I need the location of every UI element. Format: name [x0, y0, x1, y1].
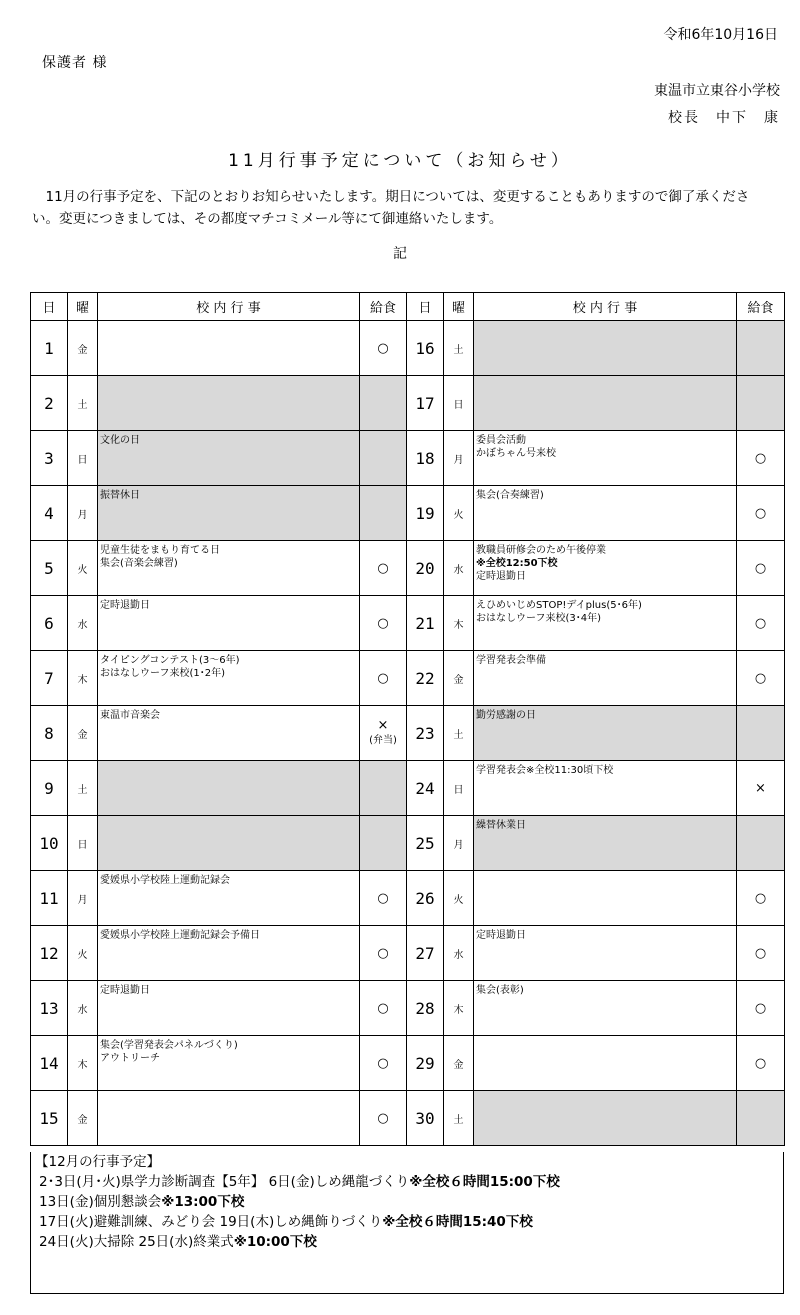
event-item: ※全校12:50下校: [476, 558, 558, 569]
event-item: 教職員研修会のため午後停業: [476, 545, 606, 556]
day-number: 6: [31, 596, 68, 651]
lunch-mark: ○: [754, 615, 767, 631]
document-title: 11月行事予定について（お知らせ）: [228, 151, 572, 171]
dismissal-note: ※13:00下校: [161, 1194, 245, 1210]
lunch-mark: ○: [377, 560, 389, 576]
weekday: 水: [68, 981, 98, 1036]
weekday: 土: [68, 761, 98, 816]
december-schedule: [30, 1152, 784, 1294]
table-row: [31, 1036, 785, 1091]
day-number: 27: [407, 926, 444, 981]
event-item: 愛媛県小学校陸上運動記録会: [100, 875, 230, 886]
event-item: 集会(合奏練習): [476, 490, 544, 501]
lunch-cell: [737, 871, 785, 926]
event-cell: [474, 871, 737, 926]
addressee: 保護者 様: [42, 55, 108, 71]
event-item: 学習発表会準備: [476, 655, 546, 666]
event-cell: [474, 596, 737, 651]
lunch-cell: [737, 651, 785, 706]
day-number: 22: [407, 651, 444, 706]
lunch-note: (弁当): [369, 735, 397, 746]
table-header-row: [31, 293, 785, 321]
lunch-cell: [737, 1091, 785, 1146]
december-line: [35, 1232, 783, 1252]
lunch-mark: ×: [755, 780, 766, 796]
lunch-mark: ○: [754, 670, 767, 686]
event-cell: [98, 761, 360, 816]
day-number: 17: [407, 376, 444, 431]
event-text: 2･3日(月･火)県学力診断調査【5年】 6日(金)しめ縄龍づくり: [39, 1174, 410, 1190]
lunch-mark: ×: [377, 718, 389, 733]
table-row: [31, 871, 785, 926]
lunch-cell: [360, 816, 407, 871]
day-number: 10: [31, 816, 68, 871]
event-item: 委員会活動: [476, 435, 526, 446]
event-cell: [98, 431, 360, 486]
event-cell: [98, 981, 360, 1036]
lunch-cell: [737, 596, 785, 651]
event-text: 13日(金)個別懇談会: [39, 1194, 162, 1210]
day-number: 19: [407, 486, 444, 541]
header-events: 校 内 行 事: [474, 293, 737, 321]
weekday: 月: [68, 486, 98, 541]
event-cell: [98, 596, 360, 651]
lunch-cell: [737, 1036, 785, 1091]
document-date: 令和6年10月16日: [663, 27, 778, 43]
lunch-cell: [737, 431, 785, 486]
table-row: [31, 376, 785, 431]
day-number: 5: [31, 541, 68, 596]
weekday: 金: [444, 651, 474, 706]
event-cell: [474, 926, 737, 981]
table-row: [31, 926, 785, 981]
lunch-mark: ○: [754, 945, 767, 961]
day-number: 15: [31, 1091, 68, 1146]
header-weekday: 曜: [68, 293, 98, 321]
lunch-mark: ○: [377, 615, 389, 631]
event-cell: [474, 816, 737, 871]
dismissal-note: ※全校６時間15:40下校: [382, 1214, 533, 1230]
day-number: 11: [31, 871, 68, 926]
principal-name: 校長 中下 康: [668, 110, 780, 126]
lunch-mark: ○: [377, 890, 389, 906]
event-cell: [98, 706, 360, 761]
event-cell: [474, 431, 737, 486]
lunch-cell: [360, 871, 407, 926]
december-heading: 【12月の行事予定】: [35, 1154, 161, 1170]
weekday: 木: [444, 596, 474, 651]
lunch-cell: [360, 706, 407, 761]
lunch-mark: ○: [754, 450, 767, 466]
weekday: 土: [68, 376, 98, 431]
weekday: 月: [444, 816, 474, 871]
event-cell: [98, 651, 360, 706]
event-item: 勤労感謝の日: [476, 710, 536, 721]
header-events: 校 内 行 事: [98, 293, 360, 321]
event-cell: [98, 486, 360, 541]
table-row: [31, 761, 785, 816]
school-name: 東温市立東谷小学校: [654, 83, 780, 99]
weekday: 火: [68, 541, 98, 596]
event-cell: [98, 926, 360, 981]
lunch-mark: ○: [377, 1000, 389, 1016]
lunch-mark: ○: [377, 1110, 389, 1126]
event-item: 児童生徒をまもり育てる日: [100, 545, 220, 556]
event-item: 東温市音楽会: [100, 710, 160, 721]
lunch-cell: [360, 486, 407, 541]
table-row: [31, 651, 785, 706]
day-number: 12: [31, 926, 68, 981]
day-number: 7: [31, 651, 68, 706]
lunch-cell: [737, 816, 785, 871]
lunch-mark: ○: [377, 340, 389, 356]
event-cell: [474, 1091, 737, 1146]
event-text: 17日(火)避難訓練、みどり会 19日(木)しめ縄飾りづくり: [39, 1214, 383, 1230]
lunch-cell: [360, 1036, 407, 1091]
header-day: 日: [407, 293, 444, 321]
weekday: 火: [444, 486, 474, 541]
december-line: [35, 1172, 783, 1192]
weekday: 日: [444, 761, 474, 816]
table-row: [31, 981, 785, 1036]
day-number: 14: [31, 1036, 68, 1091]
weekday: 水: [444, 541, 474, 596]
event-item: 繰替休業日: [476, 820, 526, 831]
event-item: かぼちゃん号来校: [476, 448, 556, 459]
day-number: 23: [407, 706, 444, 761]
day-number: 24: [407, 761, 444, 816]
day-number: 26: [407, 871, 444, 926]
december-lines: [31, 1172, 783, 1252]
weekday: 月: [444, 431, 474, 486]
event-cell: [98, 376, 360, 431]
header-lunch: 給食: [360, 293, 407, 321]
weekday: 金: [68, 706, 98, 761]
day-number: 25: [407, 816, 444, 871]
weekday: 土: [444, 321, 474, 376]
lunch-cell: [360, 376, 407, 431]
lunch-cell: [360, 651, 407, 706]
day-number: 4: [31, 486, 68, 541]
december-line: [35, 1212, 783, 1232]
event-item: 集会(表彰): [476, 985, 524, 996]
event-cell: [474, 541, 737, 596]
event-item: おはなしウーフ来校(3･4年): [476, 613, 602, 624]
weekday: 木: [68, 1036, 98, 1091]
day-number: 21: [407, 596, 444, 651]
day-number: 20: [407, 541, 444, 596]
event-item: 文化の日: [100, 435, 140, 446]
weekday: 火: [444, 871, 474, 926]
lunch-cell: [737, 926, 785, 981]
day-number: 3: [31, 431, 68, 486]
weekday: 金: [68, 1091, 98, 1146]
lunch-cell: [737, 321, 785, 376]
event-item: えひめいじめSTOP!デイplus(5･6年): [476, 600, 642, 611]
table-row: [31, 486, 785, 541]
event-cell: [98, 871, 360, 926]
event-cell: [98, 1091, 360, 1146]
table-row: [31, 706, 785, 761]
event-item: タイピングコンテスト(3～6年): [100, 655, 240, 666]
event-cell: [98, 541, 360, 596]
weekday: 日: [68, 816, 98, 871]
table-row: [31, 596, 785, 651]
lunch-cell: [737, 376, 785, 431]
event-cell: [474, 706, 737, 761]
event-cell: [474, 486, 737, 541]
event-text: 24日(火)大掃除 25日(水)終業式: [39, 1234, 234, 1250]
weekday: 日: [68, 431, 98, 486]
weekday: 水: [68, 596, 98, 651]
schedule-body: [31, 321, 785, 1146]
lunch-mark: ○: [754, 505, 767, 521]
event-item: 振替休日: [100, 490, 140, 501]
weekday: 木: [68, 651, 98, 706]
lunch-cell: [737, 486, 785, 541]
day-number: 9: [31, 761, 68, 816]
lunch-cell: [360, 541, 407, 596]
lunch-cell: [360, 761, 407, 816]
weekday: 水: [444, 926, 474, 981]
lunch-cell: [360, 431, 407, 486]
weekday: 土: [444, 706, 474, 761]
dismissal-note: ※全校６時間15:00下校: [409, 1174, 560, 1190]
lunch-cell: [737, 541, 785, 596]
day-number: 29: [407, 1036, 444, 1091]
header-lunch: 給食: [737, 293, 785, 321]
lunch-cell: [360, 926, 407, 981]
event-item: 学習発表会※全校11:30頃下校: [476, 765, 614, 776]
event-cell: [474, 376, 737, 431]
day-number: 30: [407, 1091, 444, 1146]
day-number: 8: [31, 706, 68, 761]
weekday: 月: [68, 871, 98, 926]
lunch-cell: [360, 321, 407, 376]
event-item: 定時退勤日: [100, 600, 150, 611]
lunch-cell: [737, 981, 785, 1036]
table-row: [31, 541, 785, 596]
event-item: 集会(音楽会練習): [100, 558, 178, 569]
lunch-cell: [360, 981, 407, 1036]
event-item: 定時退勤日: [100, 985, 150, 996]
event-cell: [474, 761, 737, 816]
day-number: 16: [407, 321, 444, 376]
event-cell: [474, 651, 737, 706]
header-weekday: 曜: [444, 293, 474, 321]
december-line: [35, 1192, 783, 1212]
event-cell: [98, 1036, 360, 1091]
lunch-cell: [360, 1091, 407, 1146]
event-cell: [474, 981, 737, 1036]
lunch-mark: ○: [377, 945, 389, 961]
lunch-mark: ○: [754, 890, 767, 906]
lunch-cell: [360, 596, 407, 651]
intro-paragraph: 11月の行事予定を、下記のとおりお知らせいたします。期日については、変更することもありますので御了承ください。変更につきましては、その都度マチコミメール等にて御連絡いたします。: [32, 189, 750, 227]
event-cell: [98, 816, 360, 871]
event-item: 定時退勤日: [476, 571, 526, 582]
dismissal-note: ※10:00下校: [233, 1234, 317, 1250]
table-row: [31, 321, 785, 376]
lunch-cell: [737, 761, 785, 816]
event-item: 愛媛県小学校陸上運動記録会予備日: [100, 930, 260, 941]
day-number: 18: [407, 431, 444, 486]
lunch-cell: [737, 706, 785, 761]
table-row: [31, 816, 785, 871]
event-cell: [98, 321, 360, 376]
event-cell: [474, 321, 737, 376]
weekday: 土: [444, 1091, 474, 1146]
event-item: アウトリーチ: [100, 1053, 160, 1064]
lunch-mark: ○: [377, 670, 389, 686]
event-item: おはなしウーフ来校(1･2年): [100, 668, 226, 679]
lunch-mark: ○: [754, 1055, 767, 1071]
day-number: 1: [31, 321, 68, 376]
weekday: 金: [68, 321, 98, 376]
schedule-table: [30, 292, 785, 1146]
event-item: 集会(学習発表会パネルづくり): [100, 1040, 238, 1051]
day-number: 28: [407, 981, 444, 1036]
ki-marker: 記: [393, 246, 407, 262]
lunch-mark: ○: [377, 1055, 389, 1071]
day-number: 13: [31, 981, 68, 1036]
day-number: 2: [31, 376, 68, 431]
weekday: 火: [68, 926, 98, 981]
lunch-mark: ○: [754, 560, 767, 576]
table-row: [31, 1091, 785, 1146]
event-item: 定時退勤日: [476, 930, 526, 941]
lunch-mark: ○: [754, 1000, 767, 1016]
event-cell: [474, 1036, 737, 1091]
table-row: [31, 431, 785, 486]
weekday: 木: [444, 981, 474, 1036]
header-day: 日: [31, 293, 68, 321]
weekday: 金: [444, 1036, 474, 1091]
weekday: 日: [444, 376, 474, 431]
